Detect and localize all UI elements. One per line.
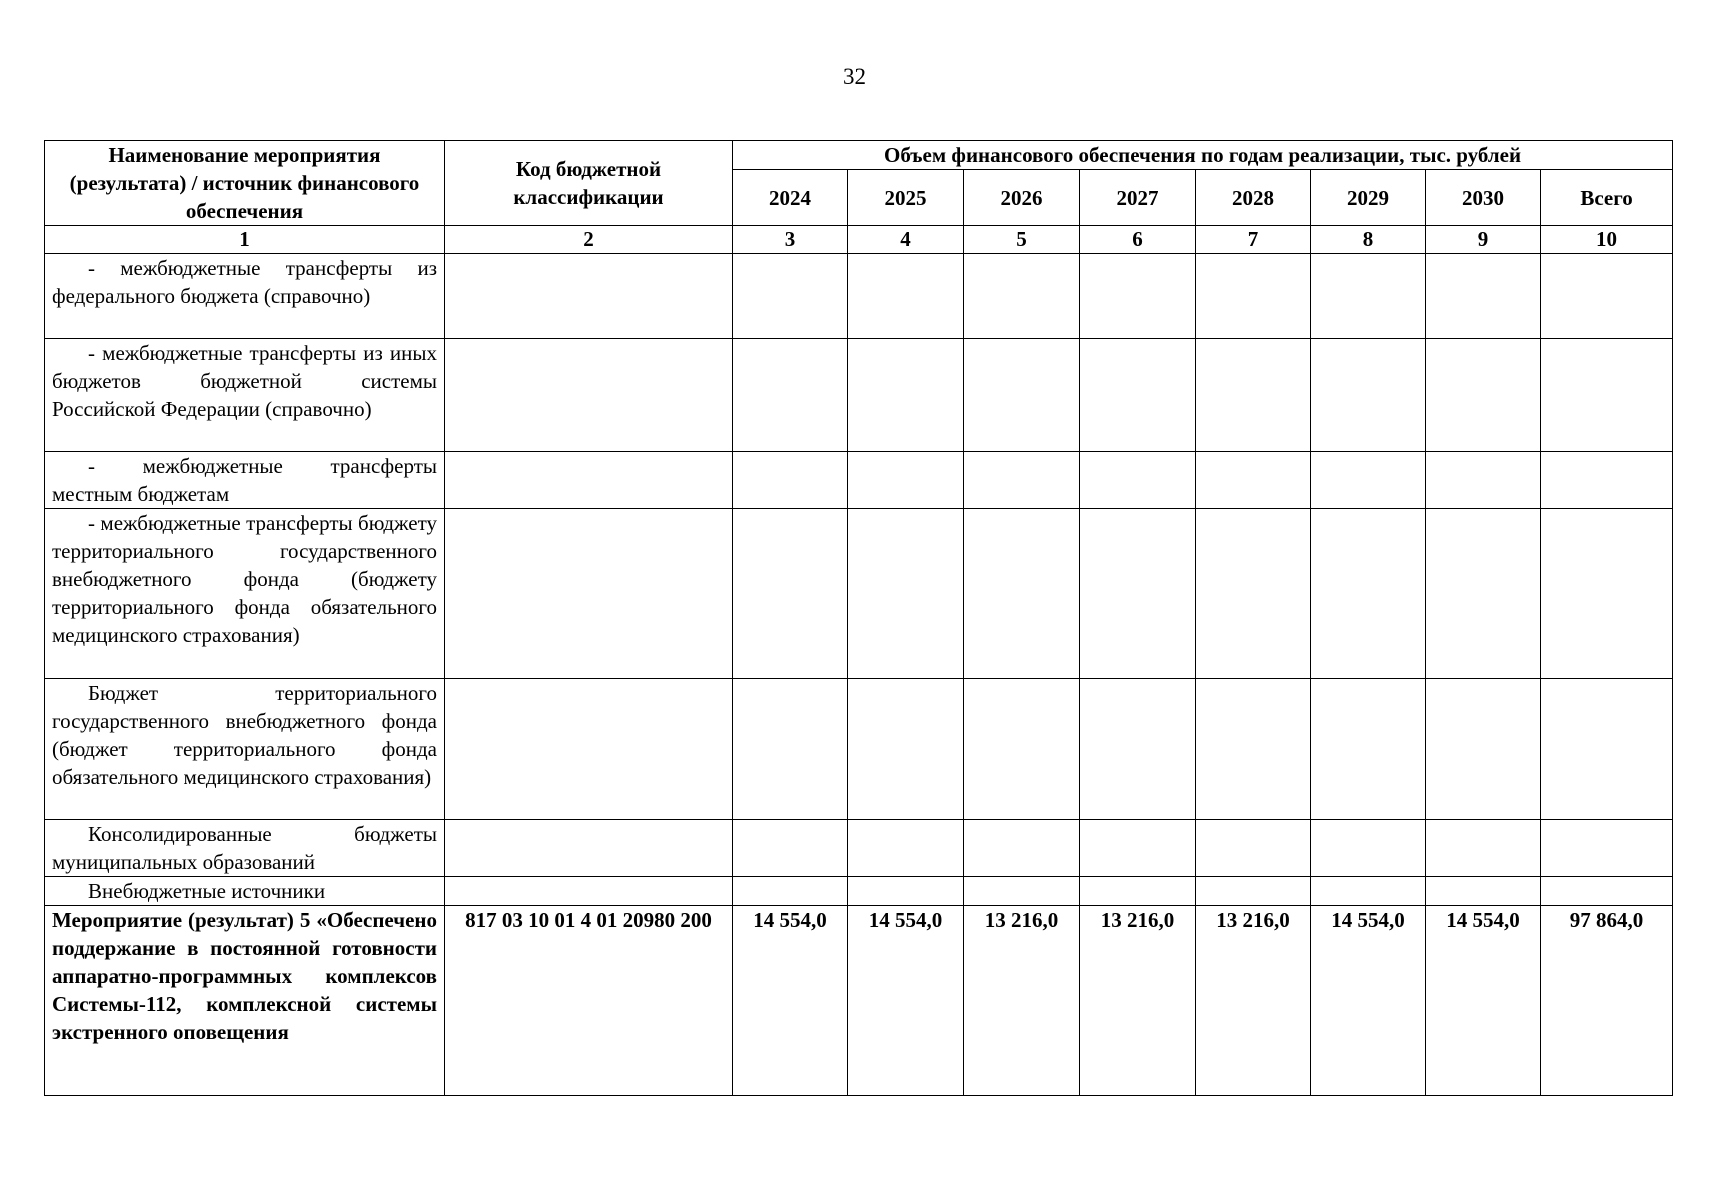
table-row xyxy=(45,509,1673,679)
row-value: 13 216,0 xyxy=(1080,906,1196,1096)
row-value: 13 216,0 xyxy=(1196,906,1311,1096)
row-value: 97 864,0 xyxy=(1541,906,1673,1096)
column-number: 2 xyxy=(445,226,733,254)
column-number: 10 xyxy=(1541,226,1673,254)
row-value xyxy=(964,452,1080,509)
header-total: Всего xyxy=(1541,170,1673,226)
column-number: 5 xyxy=(964,226,1080,254)
row-name: - межбюджетные трансферты бюджету территориального государственного внебюджетного фонда (бюджету территориального фонда обязательного медицинского страхования) xyxy=(45,509,445,679)
row-value xyxy=(848,820,964,877)
header-year: 2028 xyxy=(1196,170,1311,226)
row-value xyxy=(1080,509,1196,679)
row-value xyxy=(1080,254,1196,339)
row-value xyxy=(1311,339,1426,452)
row-value xyxy=(733,452,848,509)
row-value xyxy=(733,877,848,906)
row-value xyxy=(1541,452,1673,509)
row-code xyxy=(445,679,733,820)
row-value xyxy=(1080,877,1196,906)
row-value xyxy=(1541,339,1673,452)
column-numbers-row xyxy=(45,226,1673,254)
row-name: - межбюджетные трансферты местным бюджетам xyxy=(45,452,445,509)
column-number: 4 xyxy=(848,226,964,254)
row-value xyxy=(848,339,964,452)
row-value xyxy=(1196,254,1311,339)
row-code xyxy=(445,452,733,509)
row-code xyxy=(445,877,733,906)
table-row xyxy=(45,452,1673,509)
row-value xyxy=(1080,820,1196,877)
row-code xyxy=(445,509,733,679)
row-value xyxy=(1426,820,1541,877)
row-value xyxy=(1311,820,1426,877)
column-number: 1 xyxy=(45,226,445,254)
column-number: 6 xyxy=(1080,226,1196,254)
row-value xyxy=(964,820,1080,877)
column-number: 9 xyxy=(1426,226,1541,254)
row-value xyxy=(964,339,1080,452)
row-value xyxy=(1311,509,1426,679)
row-value xyxy=(1426,877,1541,906)
row-value xyxy=(733,254,848,339)
column-number: 8 xyxy=(1311,226,1426,254)
row-value: 14 554,0 xyxy=(848,906,964,1096)
column-number: 3 xyxy=(733,226,848,254)
header-year: 2030 xyxy=(1426,170,1541,226)
row-value xyxy=(1426,509,1541,679)
row-value xyxy=(1311,877,1426,906)
row-code xyxy=(445,339,733,452)
row-name: Внебюджетные источники xyxy=(45,877,445,906)
row-value xyxy=(733,339,848,452)
header-year: 2024 xyxy=(733,170,848,226)
row-value xyxy=(964,254,1080,339)
row-value xyxy=(1541,509,1673,679)
row-value xyxy=(1311,452,1426,509)
row-value xyxy=(1196,679,1311,820)
row-value: 13 216,0 xyxy=(964,906,1080,1096)
table-row xyxy=(45,877,1673,906)
row-value xyxy=(1541,877,1673,906)
row-value xyxy=(1196,452,1311,509)
row-value xyxy=(1541,820,1673,877)
table-row xyxy=(45,254,1673,339)
row-value xyxy=(964,679,1080,820)
row-value xyxy=(1426,452,1541,509)
row-value xyxy=(1196,509,1311,679)
row-value xyxy=(1196,820,1311,877)
row-value xyxy=(1311,254,1426,339)
financing-table xyxy=(44,140,1673,1096)
row-value xyxy=(1311,679,1426,820)
row-value xyxy=(1426,339,1541,452)
row-value xyxy=(733,509,848,679)
row-value xyxy=(964,877,1080,906)
row-value xyxy=(1080,339,1196,452)
header-code: Код бюджетной классификации xyxy=(445,141,733,226)
row-value: 14 554,0 xyxy=(733,906,848,1096)
row-value xyxy=(848,254,964,339)
column-number: 7 xyxy=(1196,226,1311,254)
row-value xyxy=(733,820,848,877)
row-name: - межбюджетные трансферты из иных бюджетов бюджетной системы Российской Федерации (справочно) xyxy=(45,339,445,452)
header-year: 2026 xyxy=(964,170,1080,226)
row-value xyxy=(733,679,848,820)
row-value xyxy=(1080,452,1196,509)
row-value xyxy=(1541,254,1673,339)
row-code xyxy=(445,820,733,877)
row-value xyxy=(1426,254,1541,339)
row-value xyxy=(848,877,964,906)
row-value xyxy=(1426,679,1541,820)
row-code: 817 03 10 01 4 01 20980 200 xyxy=(445,906,733,1096)
row-value xyxy=(848,452,964,509)
table-row xyxy=(45,339,1673,452)
table-row xyxy=(45,820,1673,877)
row-value xyxy=(964,509,1080,679)
row-name: Бюджет территориального государственного внебюджетного фонда (бюджет территориального фонда обязательного медицинского страхования) xyxy=(45,679,445,820)
table-row-event xyxy=(45,906,1673,1096)
row-value xyxy=(848,509,964,679)
row-value xyxy=(1196,339,1311,452)
header-name: Наименование мероприятия (результата) / источник финансового обеспечения xyxy=(45,141,445,226)
header-volume: Объем финансового обеспечения по годам реализации, тыс. рублей xyxy=(733,141,1673,170)
table-row xyxy=(45,679,1673,820)
row-value: 14 554,0 xyxy=(1311,906,1426,1096)
row-value xyxy=(1541,679,1673,820)
row-name: Консолидированные бюджеты муниципальных образований xyxy=(45,820,445,877)
row-value xyxy=(848,679,964,820)
row-value xyxy=(1080,679,1196,820)
row-value: 14 554,0 xyxy=(1426,906,1541,1096)
header-year: 2025 xyxy=(848,170,964,226)
header-year: 2029 xyxy=(1311,170,1426,226)
row-code xyxy=(445,254,733,339)
row-name: Мероприятие (результат) 5 «Обеспечено поддержание в постоянной готовности аппаратно-программных комплексов Системы-112, комплексной системы экстренного оповещения xyxy=(45,906,445,1096)
page-number: 32 xyxy=(843,64,866,89)
row-name: - межбюджетные трансферты из федерального бюджета (справочно) xyxy=(45,254,445,339)
row-value xyxy=(1196,877,1311,906)
header-year: 2027 xyxy=(1080,170,1196,226)
